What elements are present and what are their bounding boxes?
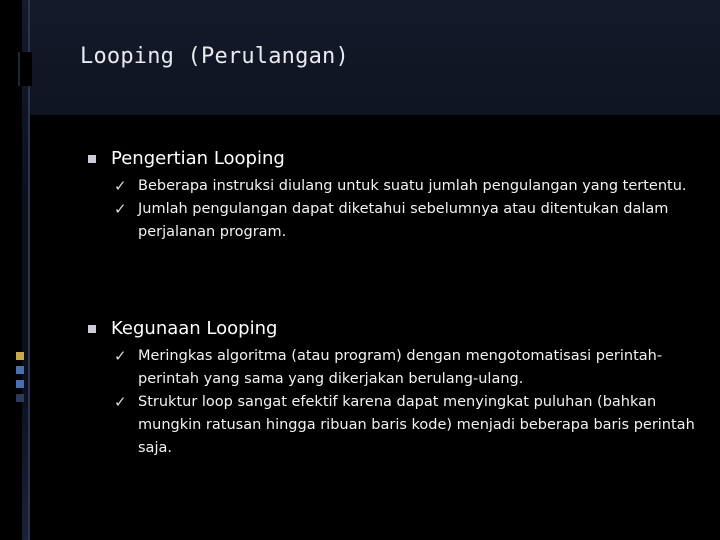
bullet-text: Meringkas algoritma (atau program) dengan mengotomatisasi perintah-perintah yang sama yang dikerjakan berulang-ulang.	[138, 348, 663, 387]
square-bullet-icon	[88, 325, 96, 333]
slide-title: Looping (Perulangan)	[80, 44, 349, 69]
checkmark-icon: ✓	[114, 177, 127, 195]
title-marker-block	[18, 52, 32, 86]
section-heading-text: Pengertian Looping	[111, 148, 285, 169]
section-heading-text: Kegunaan Looping	[111, 318, 278, 339]
decor-square-blue	[16, 366, 24, 374]
section-pengertian	[88, 148, 708, 244]
bullet-text: Jumlah pengulangan dapat diketahui sebelumnya atau ditentukan dalam perjalanan program.	[138, 201, 669, 240]
bullet-item	[114, 391, 708, 460]
section-heading	[88, 318, 708, 339]
decor-square-blue	[16, 380, 24, 388]
bullet-item	[114, 175, 708, 198]
checkmark-icon: ✓	[114, 347, 127, 365]
bullet-text: Beberapa instruksi diulang untuk suatu jumlah pengulangan yang tertentu.	[138, 178, 687, 194]
bullet-list	[114, 175, 708, 244]
bullet-item	[114, 198, 708, 244]
bullet-text: Struktur loop sangat efektif karena dapat menyingkat puluhan (bahkan mungkin ratusan hingga ribuan baris kode) menjadi beberapa baris perintah saja.	[138, 394, 695, 456]
checkmark-icon: ✓	[114, 393, 127, 411]
bullet-item	[114, 345, 708, 391]
square-bullet-icon	[88, 155, 96, 163]
section-kegunaan	[88, 318, 708, 460]
section-heading	[88, 148, 708, 169]
decor-square-dark	[16, 394, 24, 402]
decor-square-gold	[16, 352, 24, 360]
checkmark-icon: ✓	[114, 200, 127, 218]
bullet-list	[114, 345, 708, 460]
